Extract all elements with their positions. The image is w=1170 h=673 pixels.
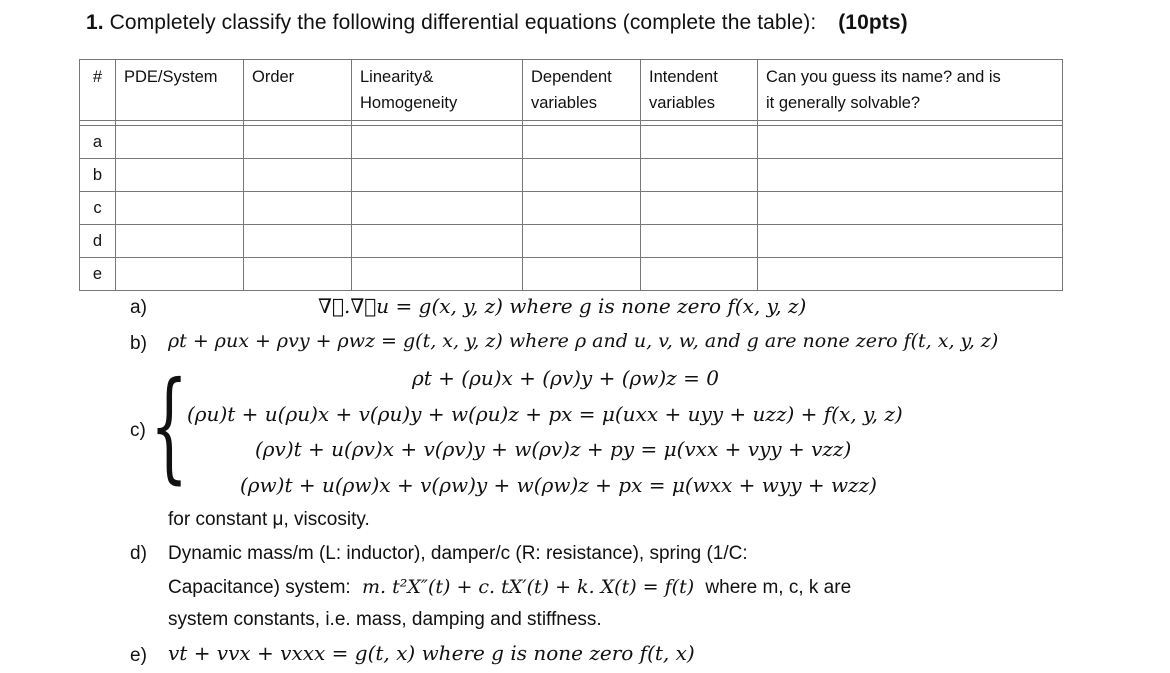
table-cell[interactable] — [352, 225, 523, 258]
table-cell[interactable] — [116, 159, 244, 192]
table-cell[interactable] — [523, 225, 641, 258]
table-cell[interactable] — [523, 258, 641, 291]
question-text: Completely classify the following differential equations (complete the table): — [109, 11, 817, 34]
header-order: Order — [244, 60, 352, 121]
question-points: (10pts) — [838, 11, 908, 34]
table-header-row — [80, 60, 1063, 121]
eq-d-line-2-text: Capacitance) system: — [168, 577, 351, 598]
table-cell[interactable] — [116, 126, 244, 159]
classification-table — [79, 59, 1063, 291]
eq-d-line-3: system constants, i.e. mass, damping and stiffness. — [168, 609, 602, 630]
table-cell[interactable] — [641, 159, 758, 192]
table-cell[interactable] — [758, 192, 1063, 225]
table-row — [80, 192, 1063, 225]
header-linearity: Linearity& Homogeneity — [352, 60, 523, 121]
table-cell[interactable] — [758, 225, 1063, 258]
table-cell[interactable] — [641, 126, 758, 159]
question-number: 1. — [86, 11, 104, 34]
table-row — [80, 225, 1063, 258]
row-label-b: b — [80, 159, 116, 192]
row-label-c: c — [80, 192, 116, 225]
eq-c-label: c) — [130, 420, 146, 441]
table-cell[interactable] — [641, 192, 758, 225]
eq-c-note: for constant μ, viscosity. — [168, 509, 370, 530]
table-cell[interactable] — [116, 192, 244, 225]
row-label-a: a — [80, 126, 116, 159]
table-row — [80, 126, 1063, 159]
eq-d-label: d) — [130, 543, 147, 564]
table-row — [80, 258, 1063, 291]
table-cell[interactable] — [352, 159, 523, 192]
eq-d-ode: m. t²X″(t) + c. tX′(t) + k. X(t) = f(t) — [361, 576, 695, 598]
table-cell[interactable] — [244, 258, 352, 291]
table-cell[interactable] — [352, 258, 523, 291]
system-brace: { — [150, 357, 189, 496]
header-dependent-variables: Dependent variables — [523, 60, 641, 121]
table-cell[interactable] — [352, 126, 523, 159]
table-cell[interactable] — [244, 159, 352, 192]
table-cell[interactable] — [523, 126, 641, 159]
eq-d-line-2 — [168, 576, 851, 599]
eq-c-line-1: ρt + (ρu)x + (ρv)y + (ρw)z = 0 — [412, 366, 719, 390]
table-cell[interactable] — [758, 126, 1063, 159]
row-label-e: e — [80, 258, 116, 291]
eq-d-line-2-tail: where m, c, k are — [705, 577, 852, 598]
table-cell[interactable] — [758, 258, 1063, 291]
table-cell[interactable] — [523, 159, 641, 192]
row-label-d: d — [80, 225, 116, 258]
eq-c-line-3: (ρv)t + u(ρv)x + v(ρv)y + w(ρv)z + py = μ(vxx + vyy + vzz) — [255, 437, 852, 461]
table-cell[interactable] — [641, 258, 758, 291]
table-cell[interactable] — [244, 126, 352, 159]
eq-d-line-1: Dynamic mass/m (L: inductor), damper/c (R: resistance), spring (1/C: — [168, 543, 748, 564]
table-cell[interactable] — [523, 192, 641, 225]
header-name-solvable: Can you guess its name? and is it generally solvable? — [758, 60, 1063, 121]
eq-b-expression: ρt + ρux + ρvy + ρwz = g(t, x, y, z) where ρ and u, v, w, and g are none zero f(t, x, y, z) — [168, 330, 999, 352]
table-cell[interactable] — [758, 159, 1063, 192]
header-number: # — [80, 60, 116, 121]
eq-b-label: b) — [130, 333, 147, 354]
table-cell[interactable] — [641, 225, 758, 258]
eq-c-line-2: (ρu)t + u(ρu)x + v(ρu)y + w(ρu)z + px = μ(uxx + uyy + uzz) + f(x, y, z) — [187, 402, 903, 426]
eq-a-expression: ∇⃗.∇⃗u = g(x, y, z) where g is none zero f(x, y, z) — [318, 294, 807, 318]
table-cell[interactable] — [352, 192, 523, 225]
question-title — [86, 11, 908, 35]
table-row — [80, 159, 1063, 192]
eq-c-line-4: (ρw)t + u(ρw)x + v(ρw)y + w(ρw)z + px = μ(wxx + wyy + wzz) — [240, 473, 877, 497]
table-cell[interactable] — [244, 225, 352, 258]
table-cell[interactable] — [116, 258, 244, 291]
eq-e-label: e) — [130, 645, 147, 666]
header-pde-system: PDE/System — [116, 60, 244, 121]
eq-a-label: a) — [130, 297, 147, 318]
eq-e-expression: vt + vvx + vxxx = g(t, x) where g is none zero f(t, x) — [168, 641, 695, 665]
header-independent-variables: Intendent variables — [641, 60, 758, 121]
table-cell[interactable] — [244, 192, 352, 225]
table-cell[interactable] — [116, 225, 244, 258]
